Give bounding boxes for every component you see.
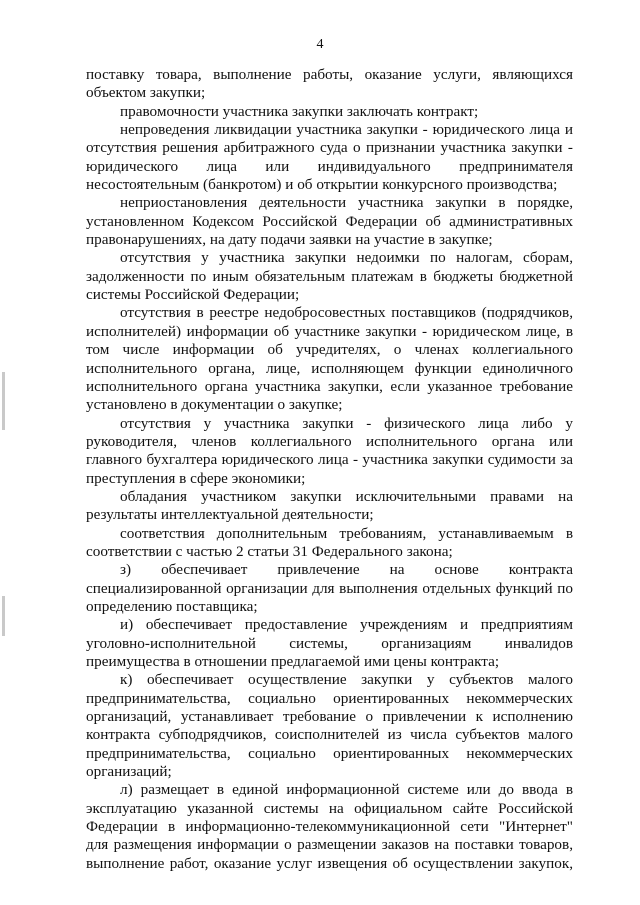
paragraph: к) обеспечивает осуществление закупки у субъектов малого предпринимательства, социально ориентированных некоммерческих организаций, устанавливает требование о привлечении к исполнению контракта субподрядчиков, соисполнителей из числа субъектов малого предпринимательства, социально ориентированных некоммерческих организаций; xyxy=(86,671,573,781)
paragraph: и) обеспечивает предоставление учреждениям и предприятиям уголовно-исполнительной системы, организациям инвалидов преимущества в отношении предлагаемой ими цены контракта; xyxy=(86,616,573,670)
paragraph: обладания участником закупки исключительными правами на результаты интеллектуальной деятельности; xyxy=(86,487,573,524)
paragraph: поставку товара, выполнение работы, оказание услуги, являющихся объектом закупки; xyxy=(86,66,573,102)
paragraph: л) размещает в единой информационной системе или до ввода в эксплуатацию указанной системы на официальном сайте Российской Федерации в информационно-телекоммуникационной сети "Интернет" для размещения информации о размещении заказов на поставки товаров, выполнение работ, оказание услуг извещения об осуществлении закупок, xyxy=(86,781,573,872)
paragraph: неприостановления деятельности участника закупки в порядке, установленном Кодексом Российской Федерации об административных правонарушениях, на дату подачи заявки на участие в закупке; xyxy=(86,194,573,249)
paragraph: отсутствия у участника закупки недоимки по налогам, сборам, задолженности по иным обязательным платежам в бюджеты бюджетной системы Российской Федерации; xyxy=(86,249,573,304)
paragraph: отсутствия в реестре недобросовестных поставщиков (подрядчиков, исполнителей) информации об участнике закупки - юридическом лице, в том числе информации об учредителях, о членах коллегиального исполнительного органа, лице, исполняющем функции единоличного исполнительного органа участника закупки, если указанное требование установлено в документации о закупке; xyxy=(86,304,573,414)
paragraph: соответствия дополнительным требованиям, устанавливаемым в соответствии с частью 2 статьи 31 Федерального закона; xyxy=(86,524,573,560)
document-body xyxy=(86,66,573,873)
page-number: 4 xyxy=(316,37,324,52)
paragraph: отсутствия у участника закупки - физического лица либо у руководителя, членов коллегиального исполнительного органа или главного бухгалтера юридического лица - участника закупки судимости за преступления в сфере экономики; xyxy=(86,414,573,487)
scan-margin-mark xyxy=(2,596,5,636)
paragraph: непроведения ликвидации участника закупки - юридического лица и отсутствия решения арбитражного суда о признании участника закупки - юридического лица или индивидуального предпринимателя несостоятельным (банкротом) и об открытии конкурсного производства; xyxy=(86,121,573,194)
scan-margin-mark xyxy=(2,372,5,430)
paragraph: правомочности участника закупки заключать контракт; xyxy=(120,102,479,120)
paragraph: з) обеспечивает привлечение на основе контракта специализированной организации для выполнения отдельных функций по определению поставщика; xyxy=(86,561,573,615)
